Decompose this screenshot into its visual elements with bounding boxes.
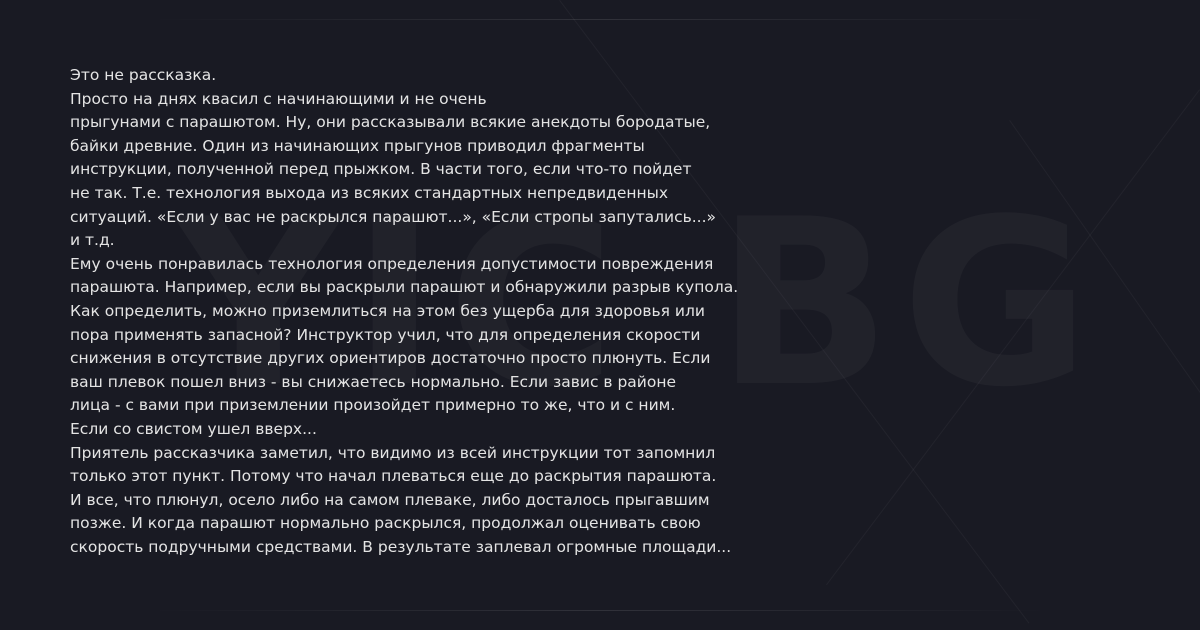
story-line: позже. И когда парашют нормально раскрылся, продолжал оценивать свою	[70, 514, 701, 533]
story-line: ситуаций. «Если у вас не раскрылся парашют...», «Если стропы запутались...»	[70, 207, 717, 226]
story-text	[70, 64, 790, 559]
story-line: Ему очень понравилась технология определения допустимости повреждения	[70, 254, 714, 273]
bottom-divider	[150, 610, 1050, 611]
top-divider	[150, 19, 1050, 20]
story-line: только этот пункт. Потому что начал плеваться еще до раскрытия парашюта.	[70, 467, 717, 486]
story-line: скорость подручными средствами. В результате заплевал огромные площади...	[70, 537, 732, 556]
story-line: байки древние. Один из начинающих прыгунов приводил фрагменты	[70, 136, 645, 155]
story-line: Если со свистом ушел вверх...	[70, 419, 317, 438]
story-line: прыгунами с парашютом. Ну, они рассказывали всякие анекдоты бородатые,	[70, 113, 711, 132]
story-line: Это не рассказка.	[70, 66, 217, 84]
story-line: парашюта. Например, если вы раскрыли парашют и обнаружили разрыв купола.	[70, 278, 739, 297]
story-line: снижения в отсутствие других ориентиров достаточно просто плюнуть. Если	[70, 349, 711, 368]
story-line: Приятель рассказчика заметил, что видимо из всей инструкции тот запомнил	[70, 443, 716, 462]
story-line: не так. Т.е. технология выхода из всяких стандартных непредвиденных	[70, 183, 669, 202]
story-line: лица - с вами при приземлении произойдет примерно то же, что и с ним.	[70, 396, 676, 415]
story-line: ваш плевок пошел вниз - вы снижаетесь нормально. Если завис в районе	[70, 372, 677, 391]
story-line: пора применять запасной? Инструктор учил, что для определения скорости	[70, 325, 701, 344]
story-line: Как определить, можно приземлиться на этом без ущерба для здоровья или	[70, 301, 705, 320]
story-line: И все, что плюнул, осело либо на самом плеваке, либо досталось прыгавшим	[70, 490, 710, 509]
story-line: инструкции, полученной перед прыжком. В части того, если что-то пойдет	[70, 160, 692, 179]
story-line: Просто на днях квасил с начинающими и не очень	[70, 89, 487, 108]
story-line: и т.д.	[70, 231, 115, 250]
